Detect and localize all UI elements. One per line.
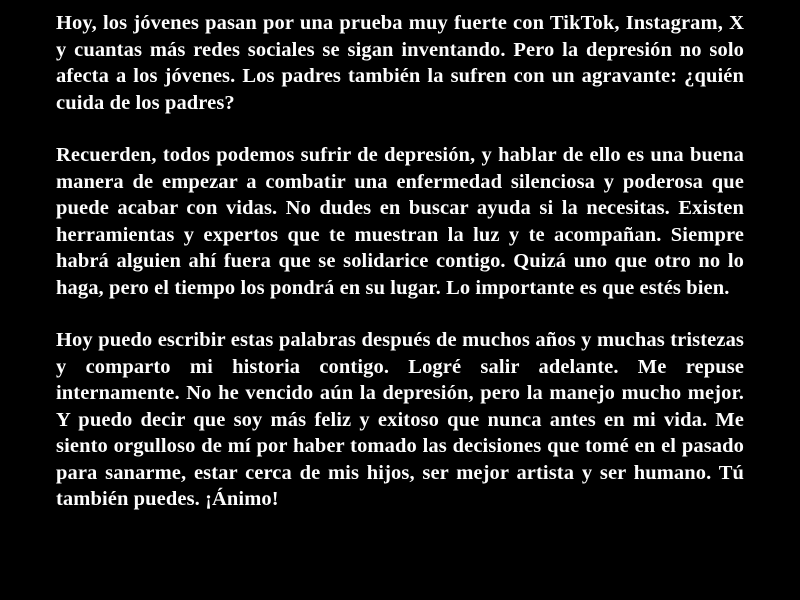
article-body (56, 10, 744, 513)
paragraph-1: Hoy, los jóvenes pasan por una prueba muy fuerte con TikTok, Instagram, X y cuantas más redes sociales se sigan inventando. Pero la depresión no solo afecta a los jóvenes. Los padres también la sufren con un agravante: ¿quién cuida de los padres? (56, 12, 744, 114)
paragraph-3: Hoy puedo escribir estas palabras después de muchos años y muchas tristezas y comparto mi historia contigo. Logré salir adelante. Me repuse internamente. No he vencido aún la depresión, pero la manejo mucho mejor. Y puedo decir que soy más feliz y exitoso que nunca antes en mi vida. Me siento orgulloso de mí por haber tomado las decisiones que tomé en el pasado para sanarme, estar cerca de mis hijos, ser mejor artista y ser humano. Tú también puedes. ¡Ánimo! (56, 329, 744, 510)
paragraph-2: Recuerden, todos podemos sufrir de depresión, y hablar de ello es una buena manera de empezar a combatir una enfermedad silenciosa y poderosa que puede acabar con vidas. No dudes en buscar ayuda si la necesitas. Existen herramientas y expertos que te muestran la luz y te acompañan. Siempre habrá alguien ahí fuera que se solidarice contigo. Quizá uno que otro no lo haga, pero el tiempo los pondrá en su lugar. Lo importante es que estés bien. (56, 144, 744, 299)
